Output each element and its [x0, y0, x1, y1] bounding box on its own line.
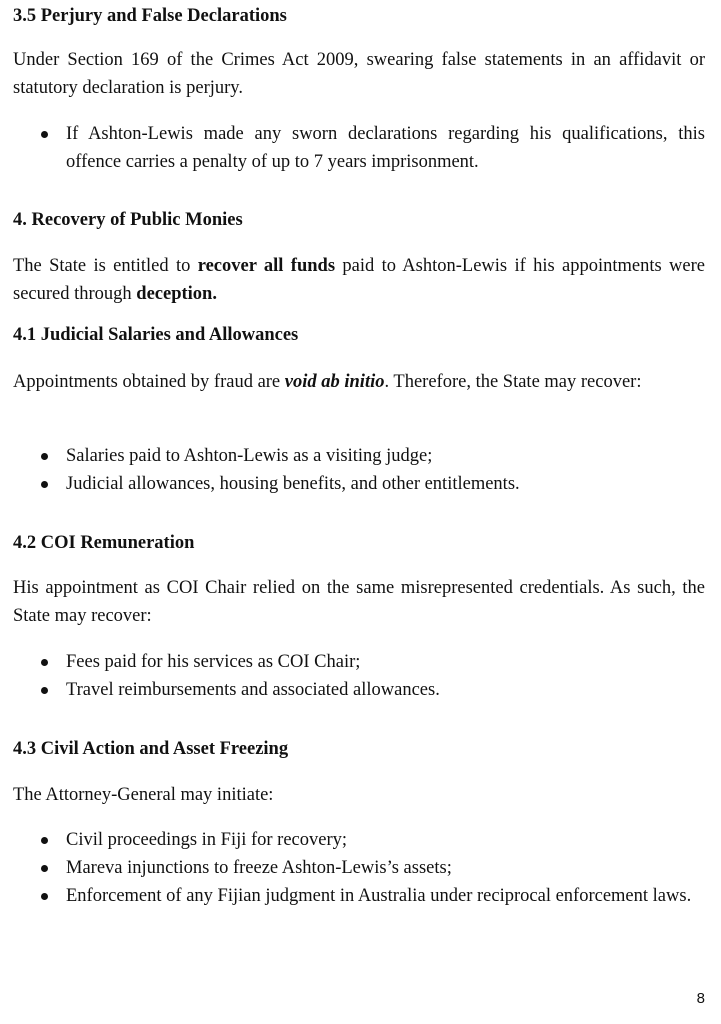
bullet-icon [41, 453, 48, 460]
section-4-paragraph: The State is entitled to recover all funds paid to Ashton-Lewis if his appointments were secured through deception. [13, 256, 705, 304]
list-item: Judicial allowances, housing benefits, and other entitlements. [13, 470, 705, 498]
section-4-3-heading: 4.3 Civil Action and Asset Freezing [13, 739, 289, 759]
list-item: Salaries paid to Ashton-Lewis as a visiting judge; [13, 442, 705, 470]
list-item: Fees paid for his services as COI Chair; [13, 648, 705, 676]
bullet-icon [41, 865, 48, 872]
section-4-2-paragraph: His appointment as COI Chair relied on the same misrepresented credentials. As such, the State may recover: [13, 578, 705, 626]
bullet-icon [41, 659, 48, 666]
page-number: 8 [696, 990, 705, 1007]
section-3-5-list [13, 120, 705, 176]
bullet-icon [41, 481, 48, 488]
bullet-icon [41, 837, 48, 844]
list-item: If Ashton-Lewis made any sworn declarations regarding his qualifications, this offence carries a penalty of up to 7 years imprisonment. [13, 120, 705, 176]
bullet-icon [41, 131, 48, 138]
bullet-icon [41, 893, 48, 900]
section-4-3-list [13, 826, 705, 910]
bullet-icon [41, 687, 48, 694]
section-3-5-heading: 3.5 Perjury and False Declarations [13, 6, 287, 26]
list-item: Travel reimbursements and associated allowances. [13, 676, 705, 704]
section-3-5-paragraph: Under Section 169 of the Crimes Act 2009, swearing false statements in an affidavit or statutory declaration is perjury. [13, 50, 705, 98]
section-4-1-paragraph: Appointments obtained by fraud are void ab initio. Therefore, the State may recover: [13, 372, 642, 392]
section-4-2-heading: 4.2 COI Remuneration [13, 533, 195, 553]
section-4-heading: 4. Recovery of Public Monies [13, 210, 243, 230]
list-item: Civil proceedings in Fiji for recovery; [13, 826, 705, 854]
list-item: Enforcement of any Fijian judgment in Australia under reciprocal enforcement laws. [13, 882, 705, 910]
section-4-3-paragraph: The Attorney-General may initiate: [13, 785, 274, 805]
section-4-1-heading: 4.1 Judicial Salaries and Allowances [13, 325, 299, 345]
section-4-1-list [13, 442, 705, 498]
list-item: Mareva injunctions to freeze Ashton-Lewis’s assets; [13, 854, 705, 882]
section-4-2-list [13, 648, 705, 704]
